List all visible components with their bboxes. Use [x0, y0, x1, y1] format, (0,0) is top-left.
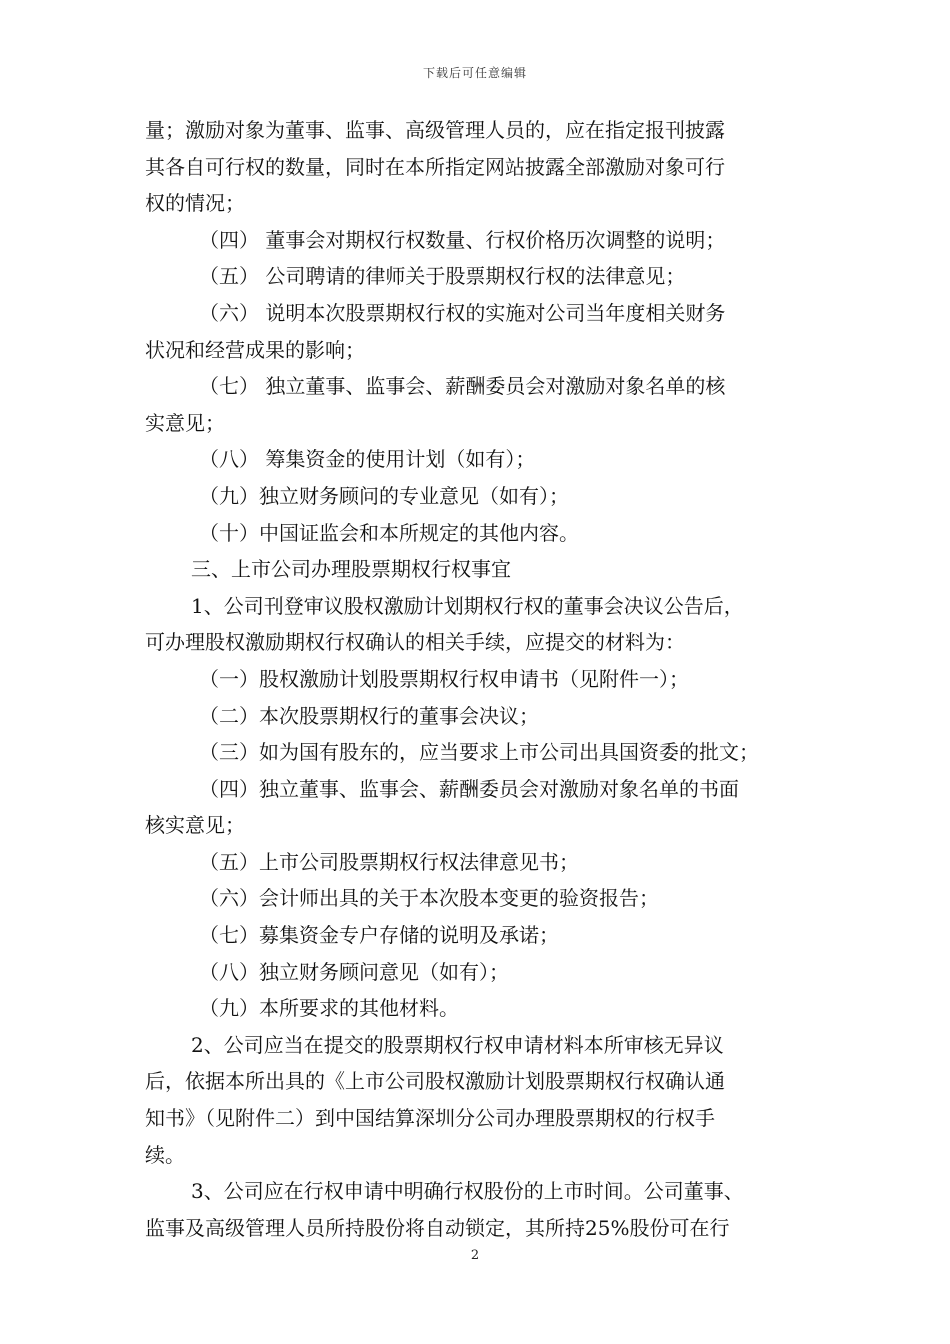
- text-line: （十）中国证监会和本所规定的其他内容。: [199, 520, 579, 545]
- text-line: （七）募集资金专户存储的说明及承诺；: [199, 923, 559, 948]
- text-line: （一）股权激励计划股票期权行权申请书（见附件一）；: [199, 666, 689, 691]
- text-line: （五） 公司聘请的律师关于股票期权行权的法律意见；: [199, 264, 686, 289]
- text-line: 监事及高级管理人员所持股份将自动锁定，其所持25%股份可在行: [145, 1215, 730, 1240]
- text-line: （七） 独立董事、监事会、薪酬委员会对激励对象名单的核: [199, 374, 726, 399]
- text-line: （五）上市公司股票期权行权法律意见书；: [199, 849, 579, 874]
- text-line: （三）如为国有股东的，应当要求上市公司出具国资委的批文；: [199, 740, 759, 765]
- text-line: 三、上市公司办理股票期权行权事宜: [191, 557, 511, 582]
- document-body: [145, 112, 810, 1246]
- text-line: 量；激励对象为董事、监事、高级管理人员的，应在指定报刊披露: [145, 118, 725, 142]
- text-line: 核实意见；: [145, 813, 245, 838]
- text-line: 权的情况；: [145, 191, 245, 216]
- text-line: 3、公司应在行权申请中明确行权股份的上市时间。公司董事、: [191, 1179, 744, 1204]
- text-line: 1、公司刊登审议股权激励计划期权行权的董事会决议公告后，: [191, 593, 744, 618]
- text-line: （六） 说明本次股票期权行权的实施对公司当年度相关财务: [199, 300, 726, 325]
- page-header: 下载后可任意编辑: [422, 66, 527, 80]
- text-line: 其各自可行权的数量，同时在本所指定网站披露全部激励对象可行: [145, 154, 725, 179]
- text-line: （六）会计师出具的关于本次股本变更的验资报告；: [199, 886, 659, 911]
- text-line: （八） 筹集资金的使用计划（如有）；: [199, 447, 536, 472]
- text-line: 续。: [145, 1142, 185, 1167]
- text-line: 状况和经营成果的影响；: [145, 337, 365, 362]
- page-number: 2: [470, 1248, 480, 1263]
- text-line: （二）本次股票期权行的董事会决议；: [199, 703, 539, 728]
- text-line: （八）独立财务顾问意见（如有）；: [199, 959, 509, 984]
- text-line: （四） 董事会对期权行权数量、行权价格历次调整的说明；: [199, 227, 726, 252]
- text-line: （四）独立董事、监事会、薪酬委员会对激励对象名单的书面: [199, 776, 739, 801]
- text-line: 可办理股权激励期权行权确认的相关手续，应提交的材料为：: [145, 630, 685, 655]
- text-line: （九）独立财务顾问的专业意见（如有）；: [199, 483, 569, 508]
- text-line: 2、公司应当在提交的股票期权行权申请材料本所审核无异议: [191, 1032, 724, 1057]
- text-line: （九）本所要求的其他材料。: [199, 996, 459, 1021]
- text-line: 实意见；: [145, 410, 225, 435]
- text-line: 后，依据本所出具的《上市公司股权激励计划股票期权行权确认通: [145, 1069, 725, 1094]
- text-line: 知书》（见附件二）到中国结算深圳分公司办理股票期权的行权手: [145, 1106, 715, 1131]
